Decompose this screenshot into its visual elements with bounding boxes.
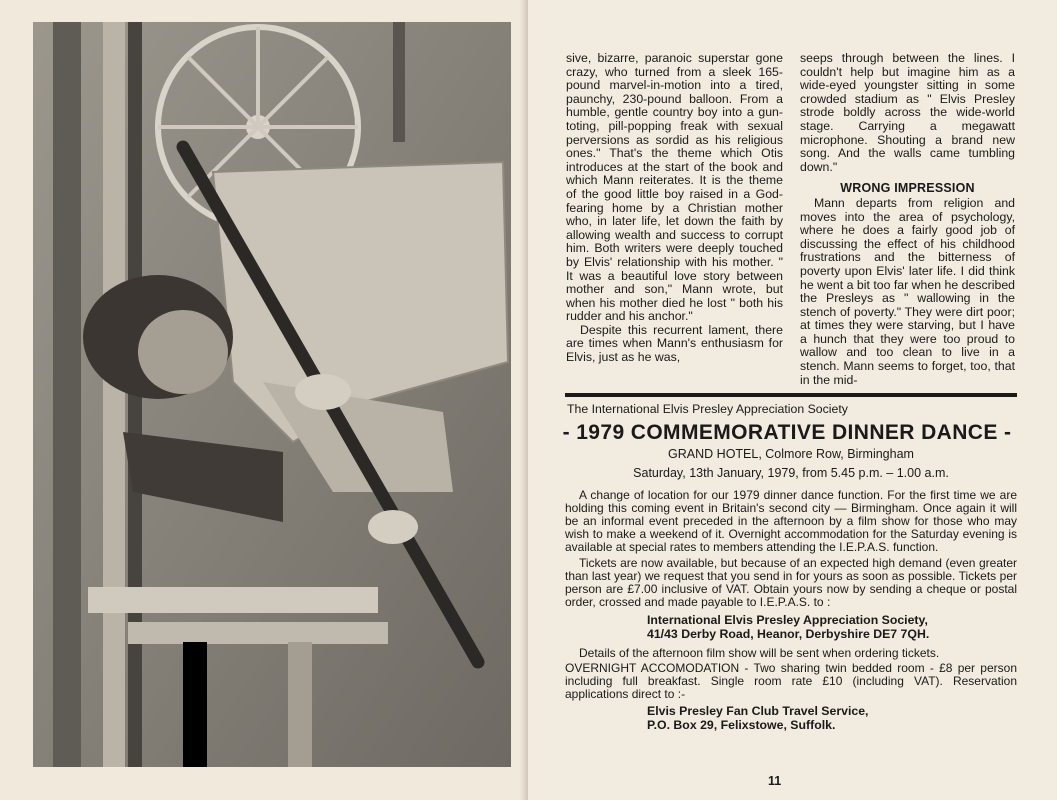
address-line: 41/43 Derby Road, Heanor, Derbyshire DE7 7QH. — [647, 627, 930, 641]
article-column-1 — [566, 52, 783, 365]
dinner-dance-announcement — [562, 402, 1017, 732]
accommodation-paragraph: OVERNIGHT ACCOMODATION - Two sharing twin bedded room - £8 per person including full breakfast. Single room rate £10 (including VAT). Reservation applications direct to :- — [565, 661, 1017, 701]
article-paragraph: sive, bizarre, paranoic superstar gone crazy, who turned from a sleek 165-pound marvel-in-motion into a tired, paunchy, 230-pound balloon. From a humble, gentle country boy into a gun-toting, pill-popping freak with sexual perversions as sordid as his religious ones." That's the theme which Otis introduces at the start of the book and which Mann reiterates. It is the theme of the good little boy raised in a God-fearing home by a Christian mother who, in later life, let down the faith by allowing wealth and success to corrupt him. Both writers were deeply touched by Elvis' relationship with his mother. " It was a beautiful love story between mother and son," Mann wrote, but when his mother died he lost " both his rudder and his anchor." — [566, 51, 783, 324]
address-line: Elvis Presley Fan Club Travel Service, — [647, 704, 869, 718]
event-datetime: Saturday, 13th January, 1979, from 5.45 p.m. – 1.00 a.m. — [633, 466, 949, 480]
article-subheading: WRONG IMPRESSION — [840, 181, 975, 196]
page-number: 11 — [768, 774, 782, 788]
announcement-paragraph: A change of location for our 1979 dinner dance function. For the first time we are holding this coming event in Britain's second city — Birmingham. Once again it will be an informal event preceded in the afternoon by a film show for those who may wish to make a weekend of it. Overnight accommodation for the Saturday evening is available at special rates to members attending the I.E.P.A.S. function. — [565, 488, 1017, 554]
elvis-photograph — [33, 22, 511, 767]
section-divider — [565, 393, 1017, 397]
article-column-2 — [800, 52, 1015, 387]
announcement-paragraph: Details of the afternoon film show will be sent when ordering tickets. — [579, 646, 940, 660]
announcement-title: - 1979 COMMEMORATIVE DINNER DANCE - — [562, 421, 1012, 444]
article-paragraph: seeps through between the lines. I couldn't help but imagine him as a wide-eyed youngster sitting in some crowded stadium as " Elvis Presley strode boldly across the wide-world stage. Carrying a megawatt microphone. Shouting a brand new song. And the walls came tumbling down." — [800, 51, 1015, 174]
left-page — [0, 0, 528, 800]
society-address — [647, 613, 1017, 641]
article-paragraph: Mann departs from religion and moves into the area of psychology, where he does a fairly good job of discussing the effect of his childhood frustrations and the bitterness of poverty upon Elvis' later life. I did think he went a bit too far when he described the Presleys as " wallowing in the stench of poverty." They were dirt poor; at times they were starving, but I have a hunch that they were too proud to wallow and too clean to live in a stench. Mann seems to forget, too, that in the mid- — [800, 195, 1015, 387]
announcement-paragraph: Tickets are now available, but because of an expected high demand (even greater than last year) we request that you send in for yours as soon as possible. Tickets per person are £7.00 inclusive of VAT. Obtain yours now by sending a cheque or postal order, crossed and made payable to I.E.P.A.S. to : — [565, 556, 1017, 609]
address-line: P.O. Box 29, Felixstowe, Suffolk. — [647, 718, 836, 732]
address-line: International Elvis Presley Appreciation Society, — [647, 613, 928, 627]
travel-service-address — [647, 704, 1017, 732]
article-paragraph: Despite this recurrent lament, there are times when Mann's enthusiasm for Elvis, just as he was, — [566, 322, 783, 365]
event-venue: GRAND HOTEL, Colmore Row, Birmingham — [668, 447, 914, 461]
society-name: The International Elvis Presley Appreciation Society — [567, 402, 848, 416]
